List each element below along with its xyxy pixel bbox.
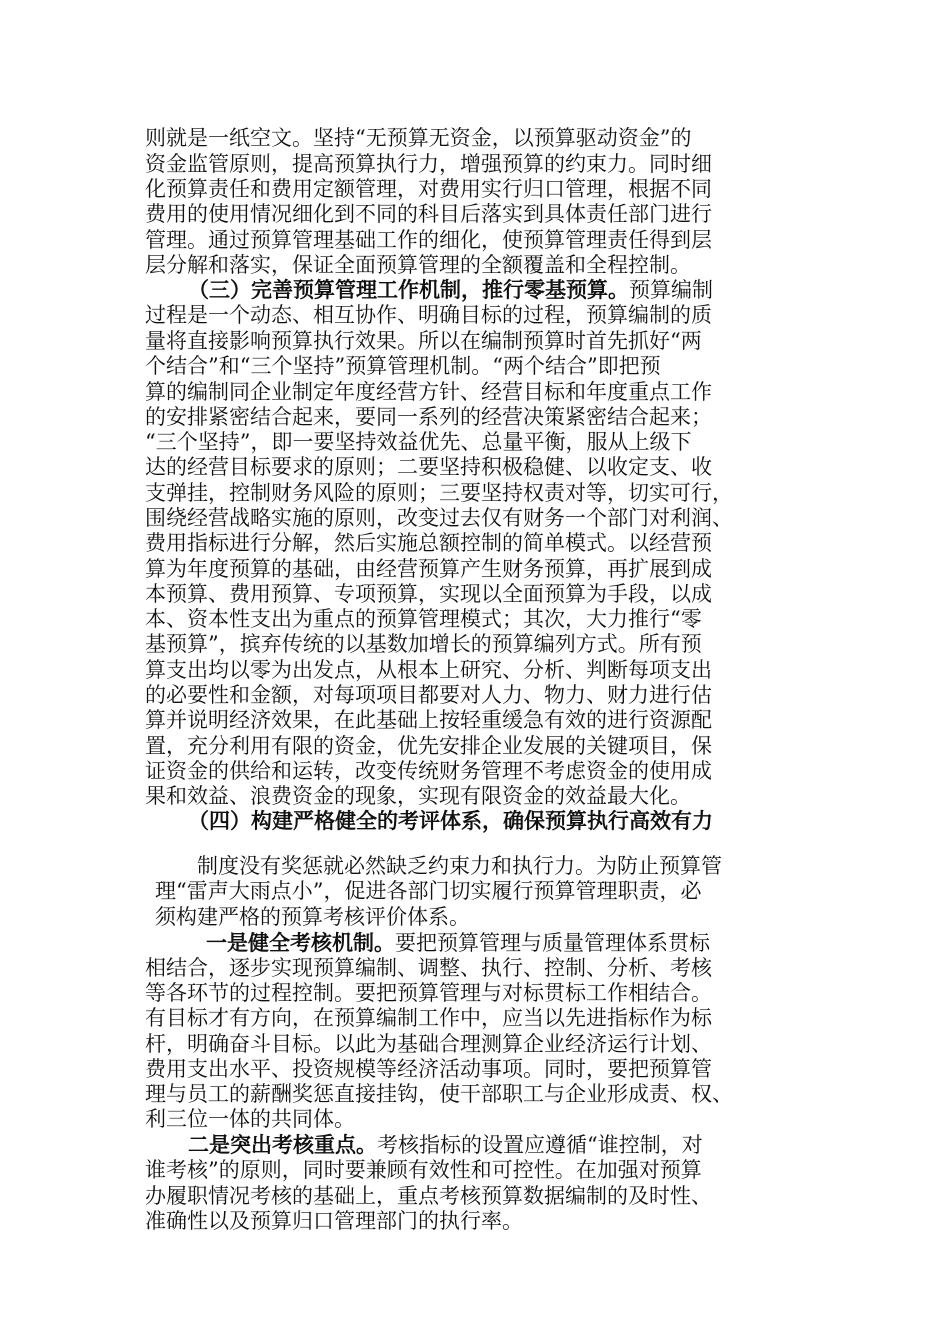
paragraph-line: 果和效益、浪费资金的现象，实现有限资金的效益最大化。	[145, 784, 691, 808]
paragraph-line: 须构建严格的预算考核评价体系。	[155, 905, 470, 929]
paragraph-line: 本预算、费用预算、专项预算，实现以全面预算为手段，以成	[145, 582, 712, 606]
paragraph-line: 相结合，逐步实现预算编制、调整、执行、控制、分析、考核	[145, 956, 712, 980]
item-1-first-line	[206, 931, 710, 955]
paragraph-line: 算支出均以零为出发点，从根本上研究、分析、判断每项支出	[145, 658, 712, 682]
paragraph-line: 达的经营目标要求的原则；二要坚持积极稳健、以收定支、收	[145, 455, 712, 479]
paragraph-line: 制度没有奖惩就必然缺乏约束力和执行力。为防止预算管	[197, 854, 722, 878]
section-3-heading: （三）完善预算管理工作机制，推行零基预算。	[188, 277, 629, 302]
paragraph-line: 杆，明确奋斗目标。以此为基础合理测算企业经济运行计划、	[145, 1032, 712, 1056]
paragraph-line: 个结合”和“三个坚持”预算管理机制。“两个结合”即把预	[145, 354, 661, 378]
paragraph-line: 算的编制同企业制定年度经营方针、经营目标和年度重点工作	[145, 380, 712, 404]
item-2-text-start: 考核指标的设置应遵循“谁控制，对	[377, 1133, 703, 1157]
section-4-heading: （四）构建严格健全的考评体系，确保预算执行高效有力	[188, 808, 713, 833]
section-3-first-line	[188, 278, 713, 302]
paragraph-line: 费用支出水平、投资规模等经济活动事项。同时，要把预算管	[145, 1057, 712, 1081]
section-3-text-start: 预算编制	[629, 278, 713, 302]
item-1-text-start: 要把预算管理与质量管理体系贯标	[395, 931, 710, 955]
paragraph-line: 理与员工的薪酬奖惩直接挂钩，使干部职工与企业形成责、权、	[145, 1082, 733, 1106]
paragraph-line: “三个坚持”，即一要坚持效益优先、总量平衡，服从上级下	[145, 430, 692, 454]
paragraph-line: 资金监管原则，提高预算执行力，增强预算的约束力。同时细	[145, 152, 712, 176]
paragraph-line: 的安排紧密结合起来，要同一系列的经营决策紧密结合起来；	[145, 405, 712, 429]
paragraph-line: 过程是一个动态、相互协作、明确目标的过程，预算编制的质	[145, 303, 712, 327]
paragraph-line: 本、资本性支出为重点的预算管理模式；其次，大力推行“零	[145, 607, 702, 631]
paragraph-line: 层分解和落实，保证全面预算管理的全额覆盖和全程控制。	[145, 253, 691, 277]
paragraph-line: 利三位一体的共同体。	[145, 1107, 355, 1131]
paragraph-line: 证资金的供给和运转，改变传统财务管理不考虑资金的使用成	[145, 759, 712, 783]
paragraph-line: 化预算责任和费用定额管理，对费用实行归口管理，根据不同	[145, 177, 712, 201]
item-2-first-line	[188, 1133, 703, 1157]
paragraph-line: 量将直接影响预算执行效果。所以在编制预算时首先抓好“两	[145, 329, 702, 353]
paragraph-line: 置，充分利用有限的资金，优先安排企业发展的关键项目，保	[145, 734, 712, 758]
paragraph-line: 围绕经营战略实施的原则，改变过去仅有财务一个部门对利润、	[145, 506, 733, 530]
paragraph-line: 费用的使用情况细化到不同的科目后落实到具体责任部门进行	[145, 202, 712, 226]
paragraph-line: 等各环节的过程控制。要把预算管理与对标贯标工作相结合。	[145, 981, 712, 1005]
item-2-heading: 二是突出考核重点。	[188, 1132, 377, 1157]
paragraph-line: 费用指标进行分解，然后实施总额控制的简单模式。以经营预	[145, 531, 712, 555]
paragraph-line: 准确性以及预算归口管理部门的执行率。	[145, 1209, 523, 1233]
paragraph-line: 算并说明经济效果，在此基础上按轻重缓急有效的进行资源配	[145, 708, 712, 732]
paragraph-line: 谁考核”的原则，同时要兼顾有效性和可控性。在加强对预算	[145, 1158, 702, 1182]
paragraph-line: 办履职情况考核的基础上，重点考核预算数据编制的及时性、	[145, 1184, 712, 1208]
paragraph-line: 则就是一纸空文。坚持“无预算无资金，以预算驱动资金”的	[145, 126, 692, 150]
paragraph-line: 理“雷声大雨点小”，促进各部门切实履行预算管理职责，必	[155, 879, 702, 903]
paragraph-line: 基预算”，摈弃传统的以基数加增长的预算编列方式。所有预	[145, 632, 702, 656]
paragraph-line: 的必要性和金额，对每项项目都要对人力、物力、财力进行估	[145, 683, 712, 707]
paragraph-line: 支弹挂，控制财务风险的原则；三要坚持权责对等，切实可行，	[145, 481, 733, 505]
paragraph-line: 有目标才有方向，在预算编制工作中，应当以先进指标作为标	[145, 1006, 712, 1030]
item-1-heading: 一是健全考核机制。	[206, 930, 395, 955]
paragraph-line: 管理。通过预算管理基础工作的细化，使预算管理责任得到层	[145, 228, 712, 252]
paragraph-line: 算为年度预算的基础，由经营预算产生财务预算，再扩展到成	[145, 557, 712, 581]
